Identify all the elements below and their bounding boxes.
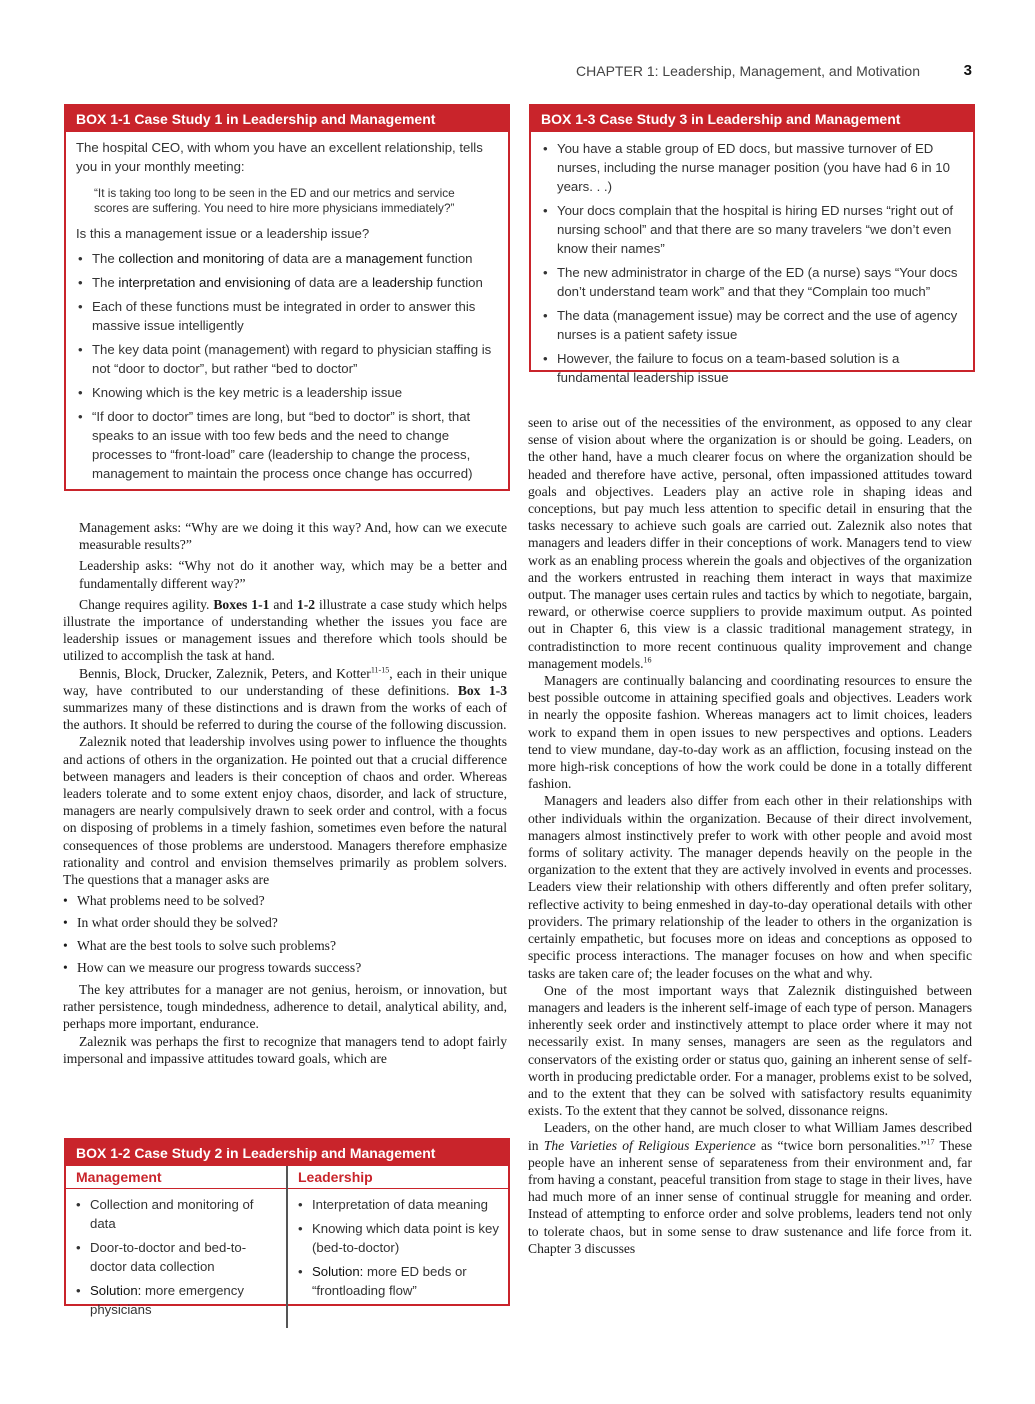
list-item: • In what order should they be solved? <box>63 914 507 931</box>
management-quote: Management asks: “Why are we doing it this way? And, how can we execute measurable results?” <box>79 520 507 553</box>
paragraph: seen to arise out of the necessities of the environment, as opposed to any clear sense of vision about where the organization is or should be going. Leaders, on the other hand, have a much clearer focus on where the organization should be headed and therefore have active, personal, often impassioned attitudes toward goals and objectives. Leaders play an active role in shaping ideas and conceptions, but pay much less attention to specific detail in ensuring that the tasks necessary to achieve such goals are carried out. Zaleznik also notes that managers and leaders differ in their conceptions of work. Managers tend to view work as an enabling process wherein the goals and objectives of the organization and the workers entrusted in reaching them interact in ways that maximize output. The manager uses certain rules and tactics by which to negotiate, bargain, reward, or otherwise coerce suppliers to provide maximum output. As pointed out in Chapter 6, this view is a classic traditional management strategy, in contradistinction to more recent continuous quality improvement and change management models.$^{16}$ <box>528 415 972 671</box>
chapter-title: CHAPTER 1: Leadership, Management, and Motivation <box>576 63 920 79</box>
list-item: • The key data point (management) with regard to physician staffing is not “door to doctor”, but rather “bed to doctor” <box>76 340 498 378</box>
paragraph: Managers and leaders also differ from each other in their relationships with other individuals within the organization. Because of their direct involvement, managers almost instinctively prefer to work with other people and avoid most forms of solitary activity. The manager depends heavily on the people in the organization to the extent that they are actively involved in events and processes. Leaders view their relationship with others differently and often prefer solitary, reflective activity to being enmeshed in day-to-day operational details with other providers. The primary relationship of the leader to others in the organization is certainly empathetic, but focuses more on ideas and conceptions as opposed to specific process interactions. The manager focuses on how and when specific tasks are taken care of; the leader focuses on the what and why. <box>528 793 972 981</box>
paragraph: Managers are continually balancing and coordinating resources to ensure the best possible outcome in attaining specified goals and objectives. Leaders work in nearly the opposite fashion. Whereas managers act to limit choices, leaders work to expand them in open issues to new perspectives and options. Leaders tend to view mundane, day-to-day work as an affliction, focusing instead on the more high-risk conceptions of how the work could be done in a totally different fashion. <box>528 673 972 792</box>
list-item: • The interpretation and envisioning of data are a leadership function <box>76 273 498 292</box>
box-bullet-list <box>541 139 963 387</box>
list-item: • Solution: more ED beds or “frontloading flow” <box>296 1262 500 1300</box>
list-item: • “If door to doctor” times are long, but “bed to doctor” is short, that speaks to an issue with too few beds and the need to change processes to “front-load” care (leadership to change the process, management to maintain the process once change has occurred) <box>76 407 498 483</box>
page-number: 3 <box>963 62 972 79</box>
paragraph: Change requires agility. Boxes 1-1 and 1-2 illustrate a case study which helps illustrate the importance of understanding whether the issues you face are leadership issues or management issues and therefore which tools should be utilized to accomplish the task at hand. <box>63 596 507 664</box>
list-item: • How can we measure our progress towards success? <box>63 959 507 976</box>
list-item: • What are the best tools to solve such problems? <box>63 937 507 954</box>
paragraph: Bennis, Block, Drucker, Zaleznik, Peters, and Kotter$^{11-15}$, each in their unique way, have contributed to our understanding of these definitions. Box 1-3 summarizes many of these distinctions and is drawn from the works of each of the authors. It should be referred to during the course of the following discussion. <box>63 665 507 733</box>
leadership-quote: Leadership asks: “Why not do it another way, which may be a better and fundamentally different way?” <box>79 558 507 591</box>
leadership-column <box>288 1166 508 1328</box>
list-item: • You have a stable group of ED docs, but massive turnover of ED nurses, including the nurse manager position (you have had 6 in 10 years. . .) <box>541 139 963 196</box>
box-title: BOX 1-2 Case Study 2 in Leadership and Management <box>66 1140 508 1166</box>
running-header <box>520 60 975 84</box>
management-column <box>66 1166 288 1328</box>
list-item: • What problems need to be solved? <box>63 892 507 909</box>
paragraph: Zaleznik noted that leadership involves using power to influence the thoughts and actions of others in the organization. He pointed out that a crucial difference between managers and leaders is their conception of chaos and order. Whereas leaders tolerate and to some extent enjoy chaos, disorder, and lack of structure, managers are nearly compulsively drawn to seek order and control, with a focus on disposing of problems in a timely fashion, sometimes even before the natural consequences of those problems are understood. Managers therefore emphasize rationality and control and envision themselves primarily as problem solvers. The questions that a manager asks are <box>63 734 507 888</box>
paragraph: Leaders, on the other hand, are much closer to what William James described in The Varieties of Religious Experience as “twice born personalities.”$^{17}$ These people have an inherent sense of separateness from their environment and, far from having a constant, peaceful transition from stage to stage in their lives, have had much more of an inner sense of continual struggle for meaning and order. Instead of attempting to enforce order and solve problems, leaders tend not only to tolerate chaos, but in some sense to draw sustenance and life force from it. Chapter 3 discusses <box>528 1120 972 1256</box>
list-item: • The collection and monitoring of data are a management function <box>76 249 498 268</box>
column-header: Management <box>66 1166 286 1189</box>
box-title: BOX 1-1 Case Study 1 in Leadership and Management <box>66 106 508 132</box>
list-item: • The new administrator in charge of the ED (a nurse) says “Your docs don’t understand team work” and that they “Complain too much” <box>541 263 963 301</box>
right-column-text <box>528 414 972 1257</box>
list-item: • Door-to-doctor and bed-to-doctor data collection <box>74 1238 278 1276</box>
manager-questions-list <box>63 892 507 976</box>
box-bullet-list <box>76 249 498 483</box>
list-item: • Solution: more emergency physicians <box>74 1281 278 1319</box>
list-item: • Collection and monitoring of data <box>74 1195 278 1233</box>
list-item: • Knowing which is the key metric is a leadership issue <box>76 383 498 402</box>
list-item: • Interpretation of data meaning <box>296 1195 500 1214</box>
column-header: Leadership <box>288 1166 508 1189</box>
paragraph: One of the most important ways that Zaleznik distinguished between managers and leaders is the inherent self-image of each type of person. Managers inherently seek order and instinctively attempt to place order where it may not necessarily exist. In many senses, managers are seen as the regulators and conservators of the existing order or status quo, gaining an inherent sense of self-worth in producing predictable order. For a manager, problems exist to be solved, and to the extent that they can be solved with satisfactory results equanimity exists. To the extent that they cannot be solved, dissonance reigns. <box>528 982 972 1119</box>
box-intro: The hospital CEO, with whom you have an excellent relationship, tells you in your monthly meeting: <box>76 140 483 174</box>
paragraph: The key attributes for a manager are not genius, heroism, or innovation, but rather persistence, tough mindedness, adherence to detail, analytical ability, and, perhaps more important, endurance. <box>63 982 507 1032</box>
list-item: • Knowing which data point is key (bed-to-doctor) <box>296 1219 500 1257</box>
box-1-1 <box>64 104 510 491</box>
box-quote: “It is taking too long to be seen in the ED and our metrics and service scores are suffering. You need to hire more physicians immediately?” <box>94 186 455 215</box>
left-column-text <box>63 519 507 1067</box>
list-item: • However, the failure to focus on a team-based solution is a fundamental leadership issue <box>541 349 963 387</box>
box-1-3 <box>529 104 975 385</box>
list-item: • The data (management issue) may be correct and the use of agency nurses is a patient safety issue <box>541 306 963 344</box>
box-question: Is this a management issue or a leadership issue? <box>76 226 370 241</box>
box-title: BOX 1-3 Case Study 3 in Leadership and Management <box>531 106 973 132</box>
list-item: • Your docs complain that the hospital is hiring ED nurses “right out of nursing school” and that there are so many travelers “we don’t even know their names” <box>541 201 963 258</box>
box-1-2 <box>64 1138 510 1317</box>
paragraph: Zaleznik was perhaps the first to recognize that managers tend to adopt fairly impersonal and impassive attitudes toward goals, which are <box>63 1033 507 1066</box>
list-item: • Each of these functions must be integrated in order to answer this massive issue intelligently <box>76 297 498 335</box>
